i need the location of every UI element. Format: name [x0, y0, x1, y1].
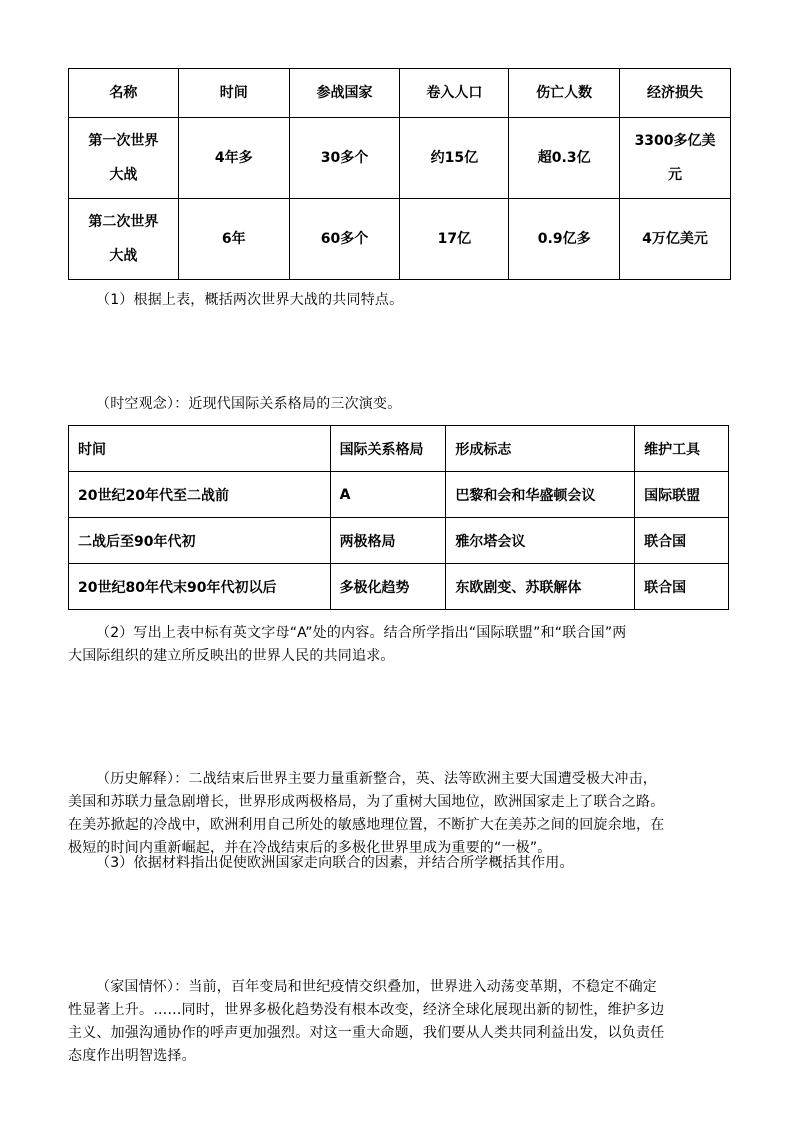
table-cell: 两极格局	[330, 518, 446, 564]
history-interpretation-passage	[68, 768, 732, 860]
text-line: 性显著上升。……同时，世界多极化趋势没有根本改变，经济全球化展现出新的韧性，维护多边	[68, 1002, 665, 1018]
text-line: （2）写出上表中标有英文字母“A”处的内容。结合所学指出“国际联盟”和“联合国”两	[96, 625, 627, 641]
section-title-spacetime: （时空观念）：近现代国际关系格局的三次演变。	[96, 396, 402, 412]
table-cell: 17亿	[400, 199, 509, 280]
table-cell: 6年	[178, 199, 289, 280]
header-cell: 名称	[69, 69, 179, 118]
header-cell: 时间	[69, 426, 331, 472]
table-row	[69, 564, 729, 610]
row-label-cell	[69, 118, 179, 199]
table-cell	[620, 118, 731, 199]
text-line: 美国和苏联力量急剧增长，世界形成两极格局，为了重树大国地位，欧洲国家走上了联合之路。	[68, 794, 665, 810]
table-cell: 4万亿美元	[620, 199, 731, 280]
text-line: 在美苏掀起的冷战中，欧洲利用自己所处的敏感地理位置，不断扩大在美苏之间的回旋余地，在	[68, 817, 665, 833]
table-cell: 30多个	[289, 118, 400, 199]
table-cell: 60多个	[289, 199, 400, 280]
table-row	[69, 472, 729, 518]
question-3: （3）依据材料指出促使欧洲国家走向联合的因素，并结合所学概括其作用。	[96, 855, 574, 871]
header-cell: 维护工具	[635, 426, 729, 472]
table-row	[69, 199, 731, 280]
text-line: 态度作出明智选择。	[68, 1048, 196, 1064]
table-cell: 二战后至90年代初	[69, 518, 331, 564]
header-cell: 形成标志	[446, 426, 635, 472]
row-label-cell	[69, 199, 179, 280]
table-cell: 联合国	[635, 564, 729, 610]
cell-line: 第二次世界	[88, 214, 159, 230]
header-cell: 伤亡人数	[509, 69, 620, 118]
text-line: （家国情怀）：当前，百年变局和世纪疫情交织叠加，世界进入动荡变革期，不稳定不确定	[96, 979, 657, 995]
table-row	[69, 118, 731, 199]
cell-line: 第一次世界	[88, 133, 159, 149]
header-cell: 卷入人口	[400, 69, 509, 118]
header-cell: 国际关系格局	[330, 426, 446, 472]
cell-line: 大战	[109, 248, 138, 264]
cell-line: 3300多亿美	[634, 133, 716, 149]
text-line: （历史解释）：二战结束后世界主要力量重新整合，英、法等欧洲主要大国遭受极大冲击，	[96, 771, 657, 787]
question-1: （1）根据上表，概括两次世界大战的共同特点。	[96, 292, 404, 308]
table-cell: 国际联盟	[635, 472, 729, 518]
cell-line: 元	[668, 167, 683, 183]
text-line: 主义、加强沟通协作的呼声更加强烈。对这一重大命题，我们要从人类共同利益出发，以负责任	[68, 1025, 665, 1041]
cell-line: 大战	[109, 167, 138, 183]
table-cell: 联合国	[635, 518, 729, 564]
table-row	[69, 518, 729, 564]
text-line: 极短的时间内重新崛起，并在冷战结束后的多极化世界里成为重要的“一极”。	[68, 840, 552, 856]
header-cell: 经济损失	[620, 69, 731, 118]
table-cell: 超0.3亿	[509, 118, 620, 199]
table-cell: 多极化趋势	[330, 564, 446, 610]
table-cell: 巴黎和会和华盛顿会议	[446, 472, 635, 518]
table-cell: 雅尔塔会议	[446, 518, 635, 564]
table-cell: 20世纪20年代至二战前	[69, 472, 331, 518]
international-relations-table	[68, 425, 729, 610]
header-cell: 时间	[178, 69, 289, 118]
table-header-row	[69, 69, 731, 118]
table-cell: 4年多	[178, 118, 289, 199]
text-line: 大国际组织的建立所反映出的世界人民的共同追求。	[68, 648, 395, 664]
table-cell: A	[330, 472, 446, 518]
table-cell: 东欧剧变、苏联解体	[446, 564, 635, 610]
war-comparison-table	[68, 68, 731, 280]
question-2	[68, 622, 732, 668]
table-cell: 0.9亿多	[509, 199, 620, 280]
table-cell: 约15亿	[400, 118, 509, 199]
table-header-row	[69, 426, 729, 472]
homeland-passage	[68, 976, 732, 1068]
header-cell: 参战国家	[289, 69, 400, 118]
table-cell: 20世纪80年代末90年代初以后	[69, 564, 331, 610]
